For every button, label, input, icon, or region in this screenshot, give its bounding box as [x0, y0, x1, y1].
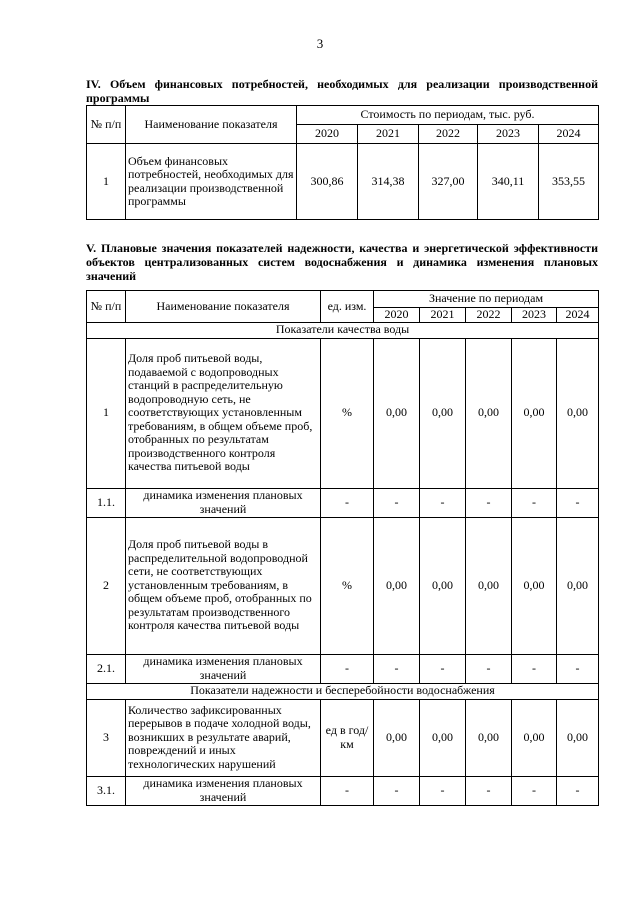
row-unit: ед в год/ км	[321, 699, 374, 776]
row-number: 2.1.	[87, 654, 126, 683]
table-row	[87, 776, 599, 805]
row-indicator: Доля проб питьевой воды в распределительной водопроводной сети, не соответствующих установленным требованиям, в общем объеме проб, отобранных по результатам производственного контроля качества питьевой воды	[126, 517, 321, 654]
row-value: -	[466, 776, 512, 805]
row-value: 0,00	[557, 517, 599, 654]
row-value: 0,00	[374, 517, 420, 654]
row-unit: -	[321, 488, 374, 517]
row-indicator: Объем финансовых потребностей, необходимых для реализации производственной программы	[126, 144, 297, 220]
row-value: -	[374, 776, 420, 805]
row-number: 3.1.	[87, 776, 126, 805]
row-value: 0,00	[374, 338, 420, 488]
group-header-quality: Показатели качества воды	[87, 322, 599, 338]
table-row	[87, 488, 599, 517]
section-v-heading: V. Плановые значения показателей надежности, качества и энергетической эффективности объектов централизованных систем водоснабжения и динамика изменения плановых значений	[86, 241, 598, 283]
year-header: 2021	[420, 308, 466, 323]
row-unit: -	[321, 654, 374, 683]
row-value: -	[374, 654, 420, 683]
table-row	[87, 699, 599, 776]
row-value: 0,00	[420, 517, 466, 654]
year-header: 2022	[419, 125, 478, 144]
row-value: 340,11	[478, 144, 539, 220]
row-number: 1.1.	[87, 488, 126, 517]
row-indicator: Доля проб питьевой воды, подаваемой с водопроводных станций в распределительную водопроводную сеть, не соответствующих установленным требованиям, в общем объеме проб, отобранных по результатам производственного контроля качества питьевой воды	[126, 338, 321, 488]
row-indicator: динамика изменения плановых значений	[126, 654, 321, 683]
row-value: -	[374, 488, 420, 517]
row-value: -	[512, 654, 557, 683]
year-header: 2023	[512, 308, 557, 323]
row-unit: %	[321, 338, 374, 488]
row-number: 1	[87, 144, 126, 220]
row-value: 327,00	[419, 144, 478, 220]
col-header-indicator: Наименование показателя	[126, 291, 321, 323]
row-value: 314,38	[358, 144, 419, 220]
row-value: -	[512, 488, 557, 517]
col-header-unit: ед. изм.	[321, 291, 374, 323]
row-value: 0,00	[512, 338, 557, 488]
page-number: 3	[316, 36, 324, 51]
col-header-value: Значение по периодам	[374, 291, 599, 308]
row-value: -	[557, 776, 599, 805]
row-value: -	[420, 776, 466, 805]
row-value: -	[512, 776, 557, 805]
year-header: 2023	[478, 125, 539, 144]
row-value: 0,00	[374, 699, 420, 776]
year-header: 2022	[466, 308, 512, 323]
row-value: -	[420, 488, 466, 517]
row-value: 0,00	[420, 699, 466, 776]
table-row	[87, 144, 599, 220]
year-header: 2021	[358, 125, 419, 144]
row-value: -	[557, 654, 599, 683]
row-indicator: Количество зафиксированных перерывов в подаче холодной воды, возникших в результате аварий, повреждений и иных технологических нарушений	[126, 699, 321, 776]
col-header-number: № п/п	[87, 106, 126, 144]
year-header: 2024	[539, 125, 599, 144]
table-row	[87, 338, 599, 488]
row-value: 0,00	[512, 517, 557, 654]
row-value: 0,00	[420, 338, 466, 488]
row-value: -	[557, 488, 599, 517]
row-indicator: динамика изменения плановых значений	[126, 776, 321, 805]
row-unit: %	[321, 517, 374, 654]
row-number: 2	[87, 517, 126, 654]
table-row	[87, 517, 599, 654]
row-value: 353,55	[539, 144, 599, 220]
row-value: 0,00	[512, 699, 557, 776]
year-header: 2020	[297, 125, 358, 144]
table-row	[87, 654, 599, 683]
col-header-cost: Стоимость по периодам, тыс. руб.	[297, 106, 599, 125]
row-value: -	[466, 488, 512, 517]
col-header-indicator: Наименование показателя	[126, 106, 297, 144]
year-header: 2024	[557, 308, 599, 323]
col-header-number: № п/п	[87, 291, 126, 323]
year-header: 2020	[374, 308, 420, 323]
section-iv-heading: IV. Объем финансовых потребностей, необходимых для реализации производственной программы	[86, 77, 598, 105]
row-indicator: динамика изменения плановых значений	[126, 488, 321, 517]
row-number: 3	[87, 699, 126, 776]
row-value: 0,00	[557, 338, 599, 488]
row-unit: -	[321, 776, 374, 805]
row-number: 1	[87, 338, 126, 488]
row-value: 0,00	[466, 338, 512, 488]
group-header-reliability: Показатели надежности и бесперебойности водоснабжения	[87, 683, 599, 699]
row-value: 0,00	[557, 699, 599, 776]
row-value: -	[466, 654, 512, 683]
row-value: 300,86	[297, 144, 358, 220]
row-value: 0,00	[466, 517, 512, 654]
reliability-quality-table	[86, 290, 599, 806]
row-value: -	[420, 654, 466, 683]
row-value: 0,00	[466, 699, 512, 776]
financial-needs-table	[86, 105, 599, 220]
